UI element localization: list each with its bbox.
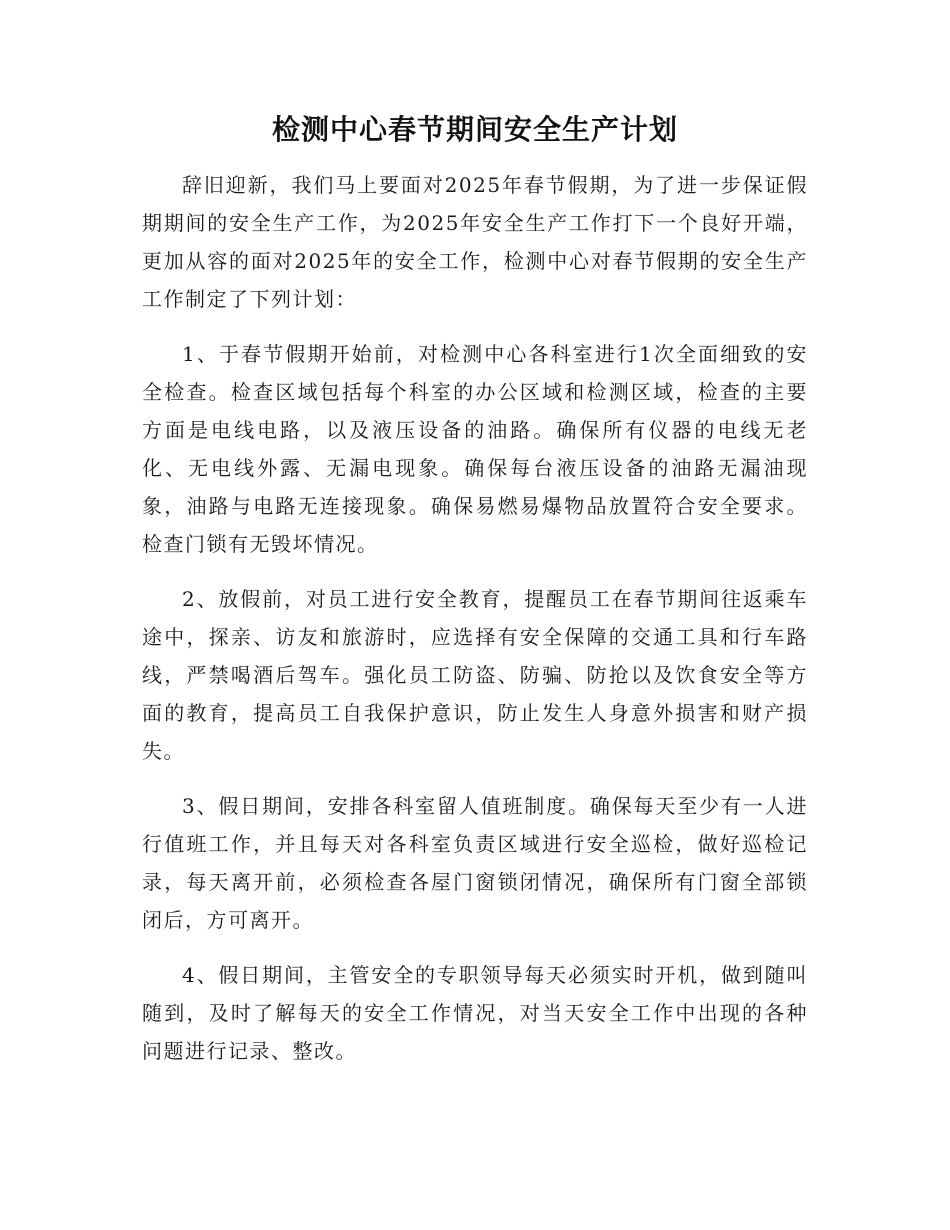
page-title: 检测中心春节期间安全生产计划	[271, 113, 678, 146]
paragraph-item-2: 2、放假前，对员工进行安全教育，提醒员工在春节期间往返乘车途中，探亲、访友和旅游时，应选择有安全保障的交通工具和行车路线，严禁喝酒后驾车。强化员工防盗、防骗、防抢以及饮食安全等方面的教育，提高员工自我保护意识，防止发生人身意外损害和财产损失。	[142, 587, 808, 763]
document-body	[142, 166, 808, 1087]
paragraph-item-4: 4、假日期间，主管安全的专职领导每天必须实时开机，做到随叫随到，及时了解每天的安全工作情况，对当天安全工作中出现的各种问题进行记录、整改。	[142, 963, 808, 1063]
paragraph-intro: 辞旧迎新，我们马上要面对2025年春节假期，为了进一步保证假期期间的安全生产工作，为2025年安全生产工作打下一个良好开端，更加从容的面对2025年的安全工作，检测中心对春节假期的安全生产工作制定了下列计划：	[142, 173, 808, 311]
paragraph-item-1: 1、于春节假期开始前，对检测中心各科室进行1次全面细致的安全检查。检查区域包括每个科室的办公区域和检测区域，检查的主要方面是电线电路，以及液压设备的油路。确保所有仪器的电线无老化、无电线外露、无漏电现象。确保每台液压设备的油路无漏油现象，油路与电路无连接现象。确保易燃易爆物品放置符合安全要求。检查门锁有无毁坏情况。	[142, 342, 808, 556]
paragraph-item-3: 3、假日期间，安排各科室留人值班制度。确保每天至少有一人进行值班工作，并且每天对各科室负责区域进行安全巡检，做好巡检记录，每天离开前，必须检查各屋门窗锁闭情况，确保所有门窗全部锁闭后，方可离开。	[142, 794, 808, 932]
